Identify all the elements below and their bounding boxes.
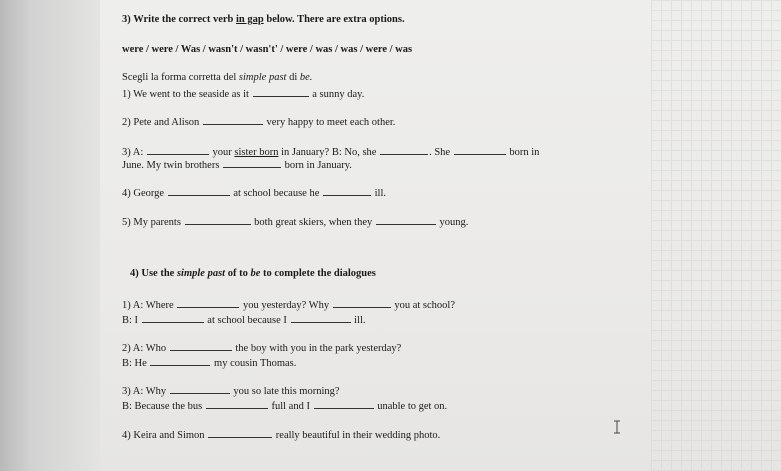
question-4 <box>122 186 386 199</box>
q-text: very happy to meet each other. <box>266 117 396 128</box>
answer-blank[interactable] <box>333 298 391 308</box>
instruction-part: be. <box>299 72 313 83</box>
instruction-part: di <box>289 72 298 83</box>
d-text: 3) A: Why <box>122 386 167 397</box>
q-text: 5) My parents <box>122 217 181 228</box>
title-part: simple past <box>176 268 226 279</box>
q-text: June. My twin brothers <box>122 160 220 171</box>
d-text: you so late this morning? <box>233 386 340 397</box>
d-text: unable to get on. <box>377 401 448 412</box>
title-rest: below. There are extra options. <box>266 14 405 25</box>
q-text: young. <box>439 217 469 228</box>
answer-blank[interactable] <box>185 215 251 225</box>
d-text: ill. <box>354 315 366 326</box>
d-text: B: I <box>122 315 139 326</box>
d-text: B: Because the bus <box>122 401 203 412</box>
answer-blank[interactable] <box>170 384 230 394</box>
answer-blank[interactable] <box>177 298 239 308</box>
dialogue-3-a <box>122 384 340 397</box>
answer-blank[interactable] <box>142 313 204 323</box>
answer-blank[interactable] <box>454 145 506 155</box>
options-line: were / were / Was / wasn't / wasn't' / were / was / was / were / was <box>122 44 413 55</box>
dialogue-3-b <box>122 399 447 412</box>
instruction-part: Scegli la forma corretta del <box>122 72 237 83</box>
title-underlined: in gap <box>236 14 264 25</box>
d-text: 2) A: Who <box>122 343 167 354</box>
question-3-line2 <box>122 158 352 171</box>
dialogue-2-b <box>122 356 296 369</box>
question-1 <box>122 87 364 100</box>
dialogue-1-b <box>122 313 366 326</box>
answer-blank[interactable] <box>380 145 428 155</box>
dialogue-2-a <box>122 341 401 354</box>
answer-blank[interactable] <box>291 313 351 323</box>
answer-blank[interactable] <box>323 186 371 196</box>
dialogue-1-a <box>122 298 455 311</box>
title-part: 4) Use the <box>130 268 175 279</box>
answer-blank[interactable] <box>376 215 436 225</box>
d-text: the boy with you in the park yesterday? <box>235 343 402 354</box>
q-text: sister born <box>234 147 279 158</box>
q-text: both great skiers, when they <box>254 217 373 228</box>
q-text: 4) George <box>122 188 165 199</box>
instruction-part: simple past <box>238 72 287 83</box>
dialogue-4 <box>122 428 440 441</box>
q-text: your <box>212 147 232 158</box>
d-text: my cousin Thomas. <box>214 358 297 369</box>
answer-blank[interactable] <box>147 145 209 155</box>
q-text: ill. <box>374 188 386 199</box>
q-text: at school because he <box>233 188 320 199</box>
answer-blank[interactable] <box>168 186 230 196</box>
q-text: born in <box>509 147 540 158</box>
d-text: full and I <box>271 401 310 412</box>
exercise-3-title <box>122 14 405 25</box>
title-part: to complete the dialogues <box>263 268 376 279</box>
answer-blank[interactable] <box>223 158 281 168</box>
title-text: Write the correct verb <box>133 14 234 25</box>
text-cursor-icon <box>612 420 622 434</box>
d-text: really beautiful in their wedding photo. <box>275 430 441 441</box>
answer-blank[interactable] <box>203 115 263 125</box>
d-text: B: He <box>122 358 147 369</box>
answer-blank[interactable] <box>314 399 374 409</box>
exercise-number: 3) <box>122 14 131 25</box>
answer-blank[interactable] <box>208 428 272 438</box>
q-text: 2) Pete and Alison <box>122 117 200 128</box>
q-text: 3) A: <box>122 147 144 158</box>
d-text: you yesterday? Why <box>242 300 330 311</box>
q-text: a sunny day. <box>312 89 365 100</box>
d-text: at school because I <box>207 315 287 326</box>
d-text: you at school? <box>394 300 455 311</box>
exercise-4-title <box>130 268 376 279</box>
question-3-line1 <box>122 145 539 158</box>
instruction-italian <box>122 72 312 83</box>
grid-paper-edge <box>651 0 781 471</box>
answer-blank[interactable] <box>170 341 232 351</box>
q-text: 1) We went to the seaside as it <box>122 89 249 100</box>
q-text: . She <box>429 147 451 158</box>
question-2 <box>122 115 395 128</box>
answer-blank[interactable] <box>206 399 268 409</box>
d-text: 1) A: Where <box>122 300 174 311</box>
title-part: of to <box>227 268 248 279</box>
answer-blank[interactable] <box>150 356 210 366</box>
question-5 <box>122 215 468 228</box>
q-text: in January? B: No, she <box>281 147 377 158</box>
answer-blank[interactable] <box>253 87 309 97</box>
title-part: be <box>250 268 261 279</box>
d-text: 4) Keira and Simon <box>122 430 205 441</box>
q-text: born in January. <box>284 160 352 171</box>
